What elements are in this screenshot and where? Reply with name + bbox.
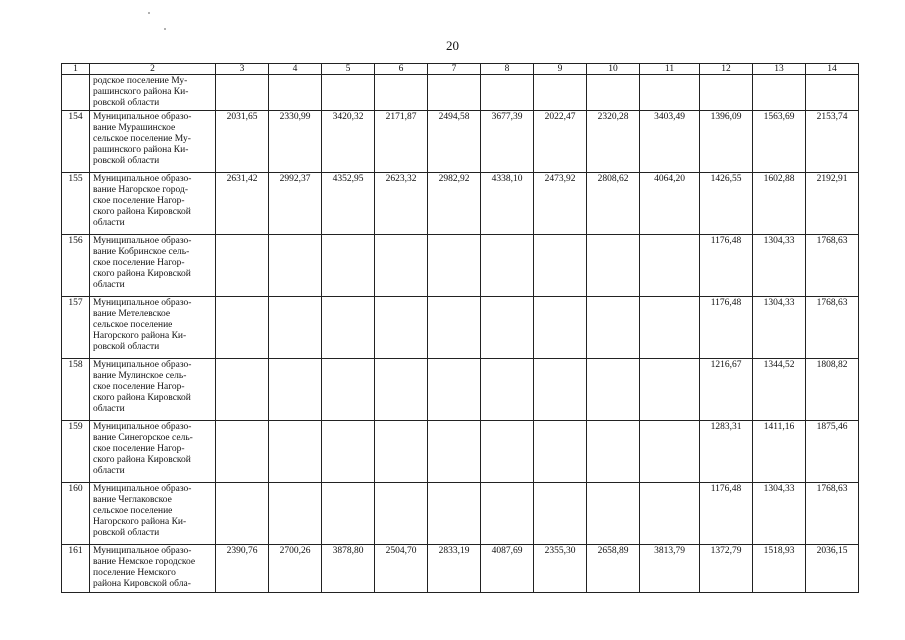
table-row [62, 173, 859, 235]
value-cell [375, 421, 428, 483]
value-cell: 1808,82 [806, 359, 859, 421]
municipality-name-line: вание Кобринское сель- [93, 247, 190, 257]
municipality-name-line: поселение Немского [93, 568, 176, 578]
value-cell: 2992,37 [269, 173, 322, 235]
value-cell: 2022,47 [534, 111, 587, 173]
column-number-header: 2 [90, 64, 216, 75]
column-number-header: 11 [640, 64, 700, 75]
value-cell [587, 359, 640, 421]
value-cell: 1344,52 [753, 359, 806, 421]
value-cell: 1304,33 [753, 235, 806, 297]
value-cell: 2036,15 [806, 545, 859, 593]
value-cell: 2808,62 [587, 173, 640, 235]
municipality-name [90, 297, 216, 359]
value-cell: 1216,67 [700, 359, 753, 421]
value-cell: 2623,32 [375, 173, 428, 235]
value-cell [428, 75, 481, 111]
value-cell [269, 235, 322, 297]
municipality-name-line: ское поселение Нагор- [93, 258, 185, 268]
value-cell: 2355,30 [534, 545, 587, 593]
value-cell: 1176,48 [700, 297, 753, 359]
value-cell [587, 235, 640, 297]
column-number-header: 14 [806, 64, 859, 75]
value-cell: 1768,63 [806, 297, 859, 359]
value-cell [269, 75, 322, 111]
value-cell [269, 421, 322, 483]
value-cell: 2833,19 [428, 545, 481, 593]
municipality-name-line: ровской области [93, 156, 160, 166]
value-cell: 2658,89 [587, 545, 640, 593]
municipality-name-line: Муниципальное образо- [93, 484, 192, 494]
data-table [61, 63, 859, 593]
municipality-name-line: Муниципальное образо- [93, 298, 192, 308]
municipality-name [90, 111, 216, 173]
value-cell: 1768,63 [806, 483, 859, 545]
value-cell: 1304,33 [753, 297, 806, 359]
row-number: 156 [62, 235, 90, 297]
value-cell: 2153,74 [806, 111, 859, 173]
municipality-name-line: вание Мурашинское [93, 123, 176, 133]
municipality-name-line: области [93, 466, 125, 476]
row-number: 154 [62, 111, 90, 173]
value-cell [428, 297, 481, 359]
value-cell [322, 75, 375, 111]
column-number-header: 13 [753, 64, 806, 75]
value-cell: 2631,42 [216, 173, 269, 235]
municipality-name-line: Муниципальное образо- [93, 422, 192, 432]
municipality-name-line: вание Метелевское [93, 309, 171, 319]
value-cell: 2031,65 [216, 111, 269, 173]
value-cell: 2504,70 [375, 545, 428, 593]
value-cell: 3878,80 [322, 545, 375, 593]
municipality-name-line: области [93, 218, 125, 228]
value-cell: 1518,93 [753, 545, 806, 593]
value-cell [481, 421, 534, 483]
municipality-name-line: Муниципальное образо- [93, 546, 192, 556]
value-cell [428, 421, 481, 483]
row-number: 158 [62, 359, 90, 421]
value-cell [322, 235, 375, 297]
value-cell: 3420,32 [322, 111, 375, 173]
value-cell [428, 483, 481, 545]
municipality-name-line: вание Мулинское сель- [93, 371, 187, 381]
municipality-name-line: вание Немское городское [93, 557, 196, 567]
value-cell: 2982,92 [428, 173, 481, 235]
municipality-name-line: ского района Кировской [93, 269, 191, 279]
row-number: 160 [62, 483, 90, 545]
value-cell [322, 359, 375, 421]
value-cell [269, 297, 322, 359]
value-cell [806, 75, 859, 111]
value-cell [640, 75, 700, 111]
municipality-name [90, 545, 216, 593]
value-cell [375, 75, 428, 111]
municipality-name [90, 359, 216, 421]
row-number: 157 [62, 297, 90, 359]
value-cell [640, 235, 700, 297]
value-cell [587, 297, 640, 359]
page-number: 20 [446, 38, 459, 53]
municipality-name-line: ское поселение Нагор- [93, 444, 185, 454]
municipality-name-line: родское поселение Му- [93, 76, 188, 86]
value-cell [216, 359, 269, 421]
municipality-name-line: ровской области [93, 528, 160, 538]
value-cell: 3677,39 [481, 111, 534, 173]
value-cell [534, 235, 587, 297]
column-number-header: 5 [322, 64, 375, 75]
row-number: 159 [62, 421, 90, 483]
value-cell: 2494,58 [428, 111, 481, 173]
value-cell [587, 483, 640, 545]
value-cell [375, 359, 428, 421]
value-cell [428, 235, 481, 297]
value-cell [322, 297, 375, 359]
municipality-name [90, 421, 216, 483]
value-cell [216, 75, 269, 111]
value-cell: 1396,09 [700, 111, 753, 173]
municipality-name-line: области [93, 404, 125, 414]
row-number: 161 [62, 545, 90, 593]
municipality-name-line: Муниципальное образо- [93, 174, 192, 184]
scan-speck [148, 12, 150, 14]
municipality-name-line: сельское поселение [93, 506, 173, 516]
municipality-name-line: области [93, 280, 125, 290]
value-cell: 1602,88 [753, 173, 806, 235]
value-cell: 3813,79 [640, 545, 700, 593]
municipality-name-line: ского района Кировской [93, 393, 191, 403]
table-row [62, 75, 859, 111]
value-cell [753, 75, 806, 111]
column-number-header: 10 [587, 64, 640, 75]
value-cell [534, 75, 587, 111]
value-cell [587, 75, 640, 111]
municipality-name-line: Муниципальное образо- [93, 236, 192, 246]
value-cell [322, 421, 375, 483]
row-number: 155 [62, 173, 90, 235]
value-cell: 2330,99 [269, 111, 322, 173]
municipality-name-line: рашинского района Ки- [93, 87, 189, 97]
value-cell: 2320,28 [587, 111, 640, 173]
municipality-name [90, 483, 216, 545]
value-cell: 1875,46 [806, 421, 859, 483]
municipality-name-line: вание Чеглаковское [93, 495, 172, 505]
value-cell [428, 359, 481, 421]
municipality-name-line: ское поселение Нагор- [93, 382, 185, 392]
municipality-name-line: ское поселение Нагор- [93, 196, 185, 206]
value-cell: 2390,76 [216, 545, 269, 593]
municipality-name-line: Нагорского района Ки- [93, 517, 187, 527]
table-row [62, 111, 859, 173]
value-cell: 2700,26 [269, 545, 322, 593]
value-cell [481, 359, 534, 421]
table-body [62, 64, 859, 593]
municipality-name-line: ского района Кировской [93, 207, 191, 217]
value-cell: 1372,79 [700, 545, 753, 593]
value-cell [640, 297, 700, 359]
municipality-name-line: вание Синегорское сель- [93, 433, 193, 443]
table-row [62, 545, 859, 593]
table-row [62, 483, 859, 545]
value-cell [481, 483, 534, 545]
municipality-name-line: рашинского района Ки- [93, 145, 189, 155]
value-cell [322, 483, 375, 545]
value-cell: 1768,63 [806, 235, 859, 297]
row-number [62, 75, 90, 111]
column-number-header: 9 [534, 64, 587, 75]
value-cell [375, 483, 428, 545]
column-number-header: 3 [216, 64, 269, 75]
value-cell: 1304,33 [753, 483, 806, 545]
value-cell: 4338,10 [481, 173, 534, 235]
municipality-name [90, 173, 216, 235]
value-cell: 1176,48 [700, 235, 753, 297]
municipality-name-line: Нагорского района Ки- [93, 331, 187, 341]
municipality-name-line: района Кировской обла- [93, 579, 191, 589]
column-number-header: 1 [62, 64, 90, 75]
value-cell [481, 235, 534, 297]
column-number-header: 4 [269, 64, 322, 75]
column-number-row [62, 64, 859, 75]
value-cell: 4087,69 [481, 545, 534, 593]
value-cell [375, 297, 428, 359]
value-cell [216, 421, 269, 483]
value-cell: 1426,55 [700, 173, 753, 235]
value-cell: 1411,16 [753, 421, 806, 483]
value-cell: 1563,69 [753, 111, 806, 173]
value-cell: 3403,49 [640, 111, 700, 173]
value-cell [640, 483, 700, 545]
value-cell [534, 359, 587, 421]
value-cell: 1283,31 [700, 421, 753, 483]
value-cell [269, 483, 322, 545]
value-cell: 2171,87 [375, 111, 428, 173]
value-cell [534, 297, 587, 359]
municipality-name [90, 75, 216, 111]
value-cell: 4352,95 [322, 173, 375, 235]
value-cell [481, 297, 534, 359]
municipality-name-line: ровской области [93, 342, 160, 352]
value-cell [375, 235, 428, 297]
value-cell [269, 359, 322, 421]
value-cell [640, 421, 700, 483]
value-cell: 4064,20 [640, 173, 700, 235]
table-row [62, 421, 859, 483]
value-cell [700, 75, 753, 111]
value-cell [534, 483, 587, 545]
municipality-name-line: сельское поселение [93, 320, 173, 330]
column-number-header: 6 [375, 64, 428, 75]
value-cell [587, 421, 640, 483]
municipality-name-line: сельское поселение Му- [93, 134, 191, 144]
municipality-name [90, 235, 216, 297]
value-cell [534, 421, 587, 483]
scan-speck [164, 28, 166, 30]
municipality-name-line: вание Нагорское город- [93, 185, 189, 195]
value-cell [481, 75, 534, 111]
value-cell [216, 235, 269, 297]
municipality-name-line: ровской области [93, 98, 160, 108]
table-row [62, 297, 859, 359]
value-cell: 2473,92 [534, 173, 587, 235]
municipality-name-line: Муниципальное образо- [93, 112, 192, 122]
value-cell [216, 297, 269, 359]
municipality-name-line: ского района Кировской [93, 455, 191, 465]
table-row [62, 359, 859, 421]
column-number-header: 12 [700, 64, 753, 75]
column-number-header: 7 [428, 64, 481, 75]
table-row [62, 235, 859, 297]
value-cell [216, 483, 269, 545]
value-cell [640, 359, 700, 421]
municipality-name-line: Муниципальное образо- [93, 360, 192, 370]
value-cell: 1176,48 [700, 483, 753, 545]
column-number-header: 8 [481, 64, 534, 75]
value-cell: 2192,91 [806, 173, 859, 235]
